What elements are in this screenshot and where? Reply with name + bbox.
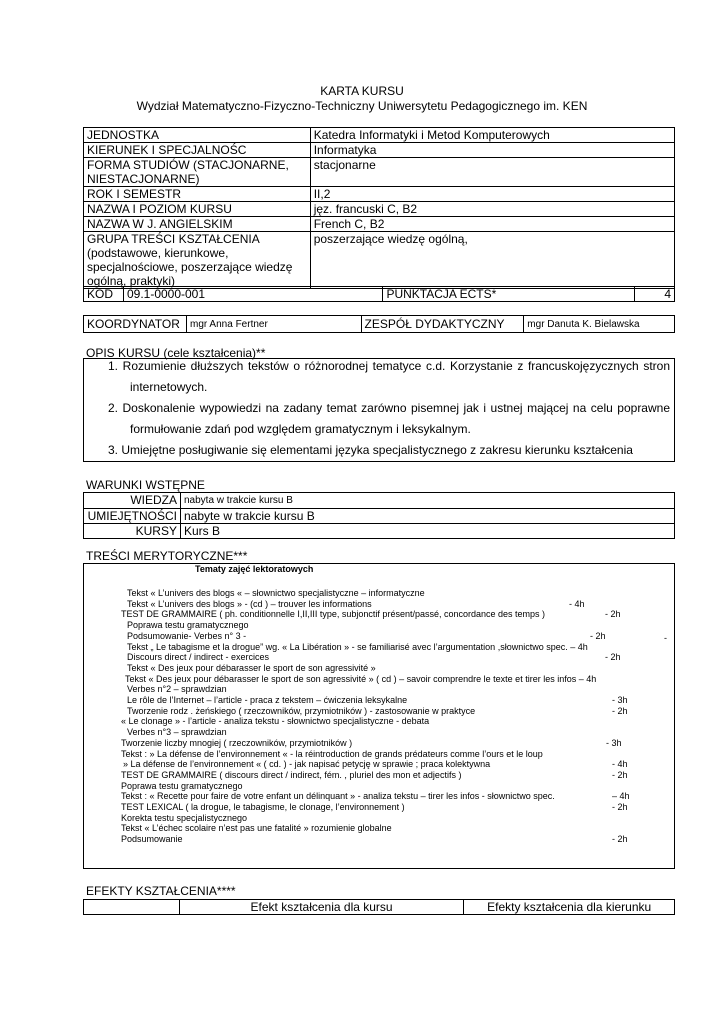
info-row [84, 187, 675, 202]
topic-line: Tekst « L’échec scolaire n’est pas une fatalité » rozumienie globalne [121, 823, 392, 834]
warunki-label: WIEDZA [84, 493, 181, 509]
info-label: JEDNOSTKA [84, 128, 311, 143]
topic-hours: - 3h [612, 695, 628, 705]
info-label: KIERUNEK I SPECJALNOŚC [84, 143, 311, 158]
topic-line: TEST DE GRAMMAIRE ( ph. conditionnelle I,II,III type, subjonctif présent/passé, concordance des temps ) [121, 609, 546, 620]
topic-line: Poprawa testu gramatycznego [121, 780, 243, 791]
info-value: jęz. francuski C, B2 [310, 202, 674, 217]
info-label: NAZWA I POZIOM KURSU [84, 202, 311, 217]
warunki-value: nabyte w trakcie kursu B [180, 509, 674, 524]
course-info-table [83, 127, 675, 289]
team-value: mgr Danuta K. Bielawska [524, 316, 675, 333]
goal-item: 2. Doskonalenie wypowiedzi na zadany temat zarówno pisemnej jak i ustnej mającej na celu poprawne formułowanie zdań pod względem gramatycznym i leksykalnym. [108, 401, 670, 436]
warunki-table [83, 492, 675, 539]
kod-label: KOD [84, 287, 124, 302]
ects-value: 4 [635, 287, 675, 302]
info-row [84, 202, 675, 217]
faculty-name: Wydział Matematyczno-Fizyczno-Techniczny Uniwersytetu Pedagogicznego im. KEN [136, 99, 588, 113]
koordynator-label: KOORDYNATOR [84, 316, 187, 333]
info-value: II,2 [310, 187, 674, 202]
info-value: stacjonarne [310, 158, 674, 187]
info-value: Informatyka [310, 143, 674, 158]
topic-line: Tekst „ Le tabagisme et la drogue” wg. « La Libération » - se familiarisé avec l’argumentation ,słownictwo spec. – 4h [127, 641, 588, 652]
info-row [84, 158, 675, 187]
info-row [84, 232, 675, 289]
info-label: NAZWA W J. ANGIELSKIM [84, 217, 311, 232]
info-value: French C, B2 [310, 217, 674, 232]
topic-line: Verbes n°3 – sprawdzian [127, 727, 227, 738]
team-label: ZESPÓŁ DYDAKTYCZNY [361, 316, 524, 333]
topic-line: Verbes n°2 – sprawdzian [127, 684, 227, 695]
efekty-col2: Efekty kształcenia dla kierunku [464, 900, 675, 915]
ects-label: PUNKTACJA ECTS* [383, 287, 635, 302]
topic-line: Tworzenie liczby mnogiej ( rzeczowników, przymiotników ) [121, 737, 353, 748]
card-title: KARTA KURSU [320, 84, 404, 98]
topic-line: Discours direct / indirect - exercices [127, 652, 270, 663]
topic-hours: - 3h [606, 737, 622, 748]
topic-line: » La défense de l’environnement « ( cd. ) - jak napisać petycję w sprawie ; praca kolektywna [123, 759, 491, 770]
topic-hours: - 2h [612, 769, 628, 780]
topic-line: Tekst « L’univers des blogs » - (cd ) – trouver les informations [127, 598, 372, 609]
topic-hours: - 2h [612, 705, 628, 716]
topic-line: Poprawa testu gramatycznego [127, 620, 249, 631]
margin-dash: - [664, 633, 667, 643]
warunki-label: KURSY [84, 524, 181, 539]
topic-line: TEST LEXICAL ( la drogue, le tabagisme, le clonage, l’environnement ) [121, 802, 405, 812]
tresci-heading: TREŚCI MERYTORYCZNE*** [86, 549, 248, 563]
info-label: FORMA STUDIÓW (STACJONARNE, NIESTACJONARNE) [84, 158, 311, 187]
warunki-value: nabyta w trakcie kursu B [180, 493, 674, 509]
tresci-subheading: Tematy zajęć lektoratowych [195, 564, 314, 574]
efekty-col1: Efekt kształcenia dla kursu [179, 900, 464, 915]
topic-line: Tekst : « Recette pour faire de votre enfant un délinquant » - analiza tekstu – tirer les infos - słownictwo spec. [121, 791, 555, 802]
topic-line: Podsumowanie- Verbes n° 3 - [127, 630, 247, 641]
info-row [84, 143, 675, 158]
kod-value: 09.1-0000-001 [123, 287, 382, 302]
topic-line: Korekta testu specjalistycznego [121, 812, 248, 823]
topic-line: Tworzenie rodz . żeńskiego ( rzeczowników, przymiotników ) - zastosowanie w praktyce [127, 705, 476, 716]
topic-hours: - 2h [612, 834, 628, 845]
efekty-empty-cell [84, 900, 180, 915]
opis-heading: OPIS KURSU (cele kształcenia)** [86, 346, 266, 360]
efekty-table [83, 899, 675, 915]
topic-line: Tekst : » La défense de l’environnement « - la réintroduction de grands prédateurs comme l’ours et le loup [121, 748, 543, 759]
warunki-value: Kurs B [180, 524, 674, 539]
topic-hours: - 4h [612, 759, 628, 770]
topic-line: Tekst « L’univers des blogs « – słownictwo specjalistyczne – informatyczne [127, 588, 425, 598]
topic-hours: - 2h [605, 652, 621, 663]
koordynator-table [83, 315, 675, 333]
topic-hours: - 2h [605, 609, 621, 620]
goal-item: 3. Umiejętne posługiwanie się elementami języka specjalistycznego z zakresu kierunku kształcenia [108, 443, 633, 457]
topic-hours: - 2h [590, 630, 606, 641]
topic-line: Le rôle de l’Internet – l’article - praca z tekstem – ćwiczenia leksykalne [127, 695, 408, 705]
info-label: ROK I SEMESTR [84, 187, 311, 202]
goal-item: 1. Rozumienie dłuższych tekstów o różnorodnej tematyce c.d. Korzystanie z francuskojęzycznych stron internetowych. [108, 359, 670, 394]
info-row [84, 128, 675, 143]
warunki-heading: WARUNKI WSTĘPNE [86, 478, 205, 492]
info-value: Katedra Informatyki i Metod Komputerowych [310, 128, 674, 143]
topic-line: Tekst « Des jeux pour débarasser le sport de son agressivité » ( cd ) – savoir comprendre le texte et tirer les infos – 4h [125, 673, 597, 684]
efekty-heading: EFEKTY KSZTAŁCENIA**** [86, 884, 236, 898]
topic-line: TEST DE GRAMMAIRE ( discours direct / indirect, fém. , pluriel des mon et adjectifs ) [121, 769, 462, 780]
kod-table [83, 286, 675, 302]
topic-hours: - 2h [612, 802, 628, 812]
info-row [84, 217, 675, 232]
topic-hours: - 4h [569, 598, 585, 609]
info-label: GRUPA TREŚCI KSZTAŁCENIA (podstawowe, kierunkowe, specjalnościowe, poszerzające wiedzę ogólną, praktyki) [84, 232, 311, 289]
koordynator-value: mgr Anna Fertner [186, 316, 361, 333]
warunki-label: UMIEJĘTNOŚCI [84, 509, 181, 524]
topic-hours: – 4h [612, 791, 630, 802]
topic-line: Podsumowanie [121, 834, 183, 845]
info-value: poszerzające wiedzę ogólną, [310, 232, 674, 289]
topic-line: Tekst « Des jeux pour débarasser le sport de son agressivité » [127, 662, 376, 673]
topic-line: « Le clonage » - l’article - analiza tekstu - słownictwo specjalistyczne - debata [121, 716, 430, 727]
